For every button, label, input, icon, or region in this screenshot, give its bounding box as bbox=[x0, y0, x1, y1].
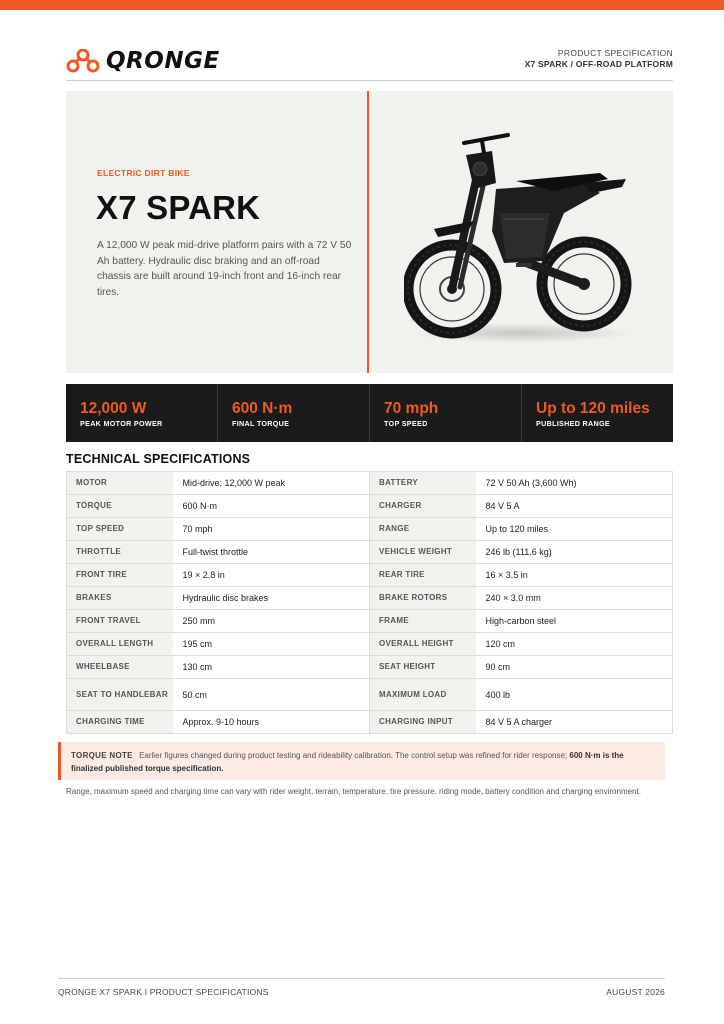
note-text: Earlier figures changed during product testing and rideability calibration. The control setup was refined for rider response; bbox=[139, 751, 568, 760]
spec-value: 90 cm bbox=[476, 656, 673, 679]
hero-description: A 12,000 W peak mid-drive platform pairs with a 72 V 50 Ah battery. Hydraulic disc braking and an off-road chassis are built around 19-inch front and 16-inch rear tires. bbox=[97, 240, 352, 298]
spec-key: OVERALL HEIGHT bbox=[370, 633, 476, 656]
stat-peak-motor-power bbox=[66, 384, 217, 442]
spec-value: 70 mph bbox=[173, 518, 370, 541]
spec-key: VEHICLE WEIGHT bbox=[370, 541, 476, 564]
spec-key: CHARGING TIME bbox=[67, 711, 173, 734]
spec-value: 246 lb (111.6 kg) bbox=[476, 541, 673, 564]
stat-published-range bbox=[521, 384, 673, 442]
spec-value: 19 × 2.8 in bbox=[173, 564, 370, 587]
key-stats-bar bbox=[66, 384, 673, 442]
hero-panel bbox=[66, 91, 673, 373]
torque-note-callout bbox=[58, 742, 665, 780]
brand-name: QRONGE bbox=[106, 48, 220, 74]
stat-label: TOP SPEED bbox=[384, 419, 428, 428]
stat-final-torque bbox=[217, 384, 369, 442]
top-accent-bar bbox=[0, 0, 724, 10]
spec-value: 84 V 5 A bbox=[476, 495, 673, 518]
stat-label: PUBLISHED RANGE bbox=[536, 419, 610, 428]
disclaimer-text: Range, maximum speed and charging time can vary with rider weight, terrain, temperature, tire pressure, riding mode, battery condition and charging environment. bbox=[66, 787, 641, 796]
document-label-line1: PRODUCT SPECIFICATION bbox=[557, 48, 673, 58]
table-row bbox=[67, 472, 673, 495]
electric-dirt-bike-image bbox=[404, 121, 640, 346]
table-row bbox=[67, 564, 673, 587]
note-emphasis: 600 N·m is the finalized published torque specification. bbox=[71, 751, 624, 773]
spec-key: FRONT TIRE bbox=[67, 564, 173, 587]
spec-key: BRAKES bbox=[67, 587, 173, 610]
spec-value: 195 cm bbox=[173, 633, 370, 656]
spec-key: SEAT HEIGHT bbox=[370, 656, 476, 679]
spec-key: FRAME bbox=[370, 610, 476, 633]
spec-value: 84 V 5 A charger bbox=[476, 711, 673, 734]
stat-label: FINAL TORQUE bbox=[232, 419, 290, 428]
spec-value: Full-twist throttle bbox=[173, 541, 370, 564]
table-row bbox=[67, 495, 673, 518]
spec-value: 120 cm bbox=[476, 633, 673, 656]
spec-key: THROTTLE bbox=[67, 541, 173, 564]
stat-value: 12,000 W bbox=[80, 400, 147, 417]
document-label-line2: X7 SPARK / OFF-ROAD PLATFORM bbox=[524, 59, 673, 69]
chain-link-icon bbox=[66, 49, 100, 73]
table-row bbox=[67, 587, 673, 610]
table-row bbox=[67, 711, 673, 734]
spec-key: MOTOR bbox=[67, 472, 173, 495]
spec-key: REAR TIRE bbox=[370, 564, 476, 587]
hero-eyebrow: ELECTRIC DIRT BIKE bbox=[97, 168, 190, 178]
spec-key: TOP SPEED bbox=[67, 518, 173, 541]
spec-key: SEAT TO HANDLEBAR bbox=[67, 679, 173, 711]
spec-key: FRONT TRAVEL bbox=[67, 610, 173, 633]
table-row bbox=[67, 518, 673, 541]
technical-specifications-table bbox=[66, 471, 673, 734]
spec-key: CHARGER bbox=[370, 495, 476, 518]
footer-divider bbox=[58, 978, 665, 979]
spec-value: 72 V 50 Ah (3,600 Wh) bbox=[476, 472, 673, 495]
spec-value: 600 N·m bbox=[173, 495, 370, 518]
spec-value: Mid-drive; 12,000 W peak bbox=[173, 472, 370, 495]
spec-key: BATTERY bbox=[370, 472, 476, 495]
brand-logo bbox=[66, 46, 220, 76]
spec-value: 50 cm bbox=[173, 679, 370, 711]
note-label: TORQUE NOTE bbox=[71, 751, 133, 760]
spec-key: BRAKE ROTORS bbox=[370, 587, 476, 610]
header-divider bbox=[66, 80, 673, 81]
spec-key: RANGE bbox=[370, 518, 476, 541]
footer-date: AUGUST 2026 bbox=[606, 987, 665, 997]
stat-label: PEAK MOTOR POWER bbox=[80, 419, 163, 428]
table-row bbox=[67, 610, 673, 633]
stat-value: 600 N·m bbox=[232, 400, 293, 417]
spec-key: WHEELBASE bbox=[67, 656, 173, 679]
specs-section-title: TECHNICAL SPECIFICATIONS bbox=[66, 452, 251, 466]
spec-value: 400 lb bbox=[476, 679, 673, 711]
footer-document-title: QRONGE X7 SPARK I PRODUCT SPECIFICATIONS bbox=[58, 987, 269, 997]
spec-value: Hydraulic disc brakes bbox=[173, 587, 370, 610]
table-row bbox=[67, 656, 673, 679]
spec-key: CHARGING INPUT bbox=[370, 711, 476, 734]
table-row bbox=[67, 541, 673, 564]
hero-divider bbox=[367, 91, 369, 373]
spec-value: 240 × 3.0 mm bbox=[476, 587, 673, 610]
spec-value: Up to 120 miles bbox=[476, 518, 673, 541]
document-label bbox=[525, 48, 673, 70]
stat-top-speed bbox=[369, 384, 521, 442]
spec-value: High-carbon steel bbox=[476, 610, 673, 633]
table-row bbox=[67, 679, 673, 711]
spec-value: 16 × 3.5 in bbox=[476, 564, 673, 587]
table-row bbox=[67, 633, 673, 656]
spec-value: 250 mm bbox=[173, 610, 370, 633]
spec-value: 130 cm bbox=[173, 656, 370, 679]
stat-value: 70 mph bbox=[384, 400, 439, 417]
spec-key: MAXIMUM LOAD bbox=[370, 679, 476, 711]
page-header bbox=[66, 42, 673, 80]
stat-value: Up to 120 miles bbox=[536, 400, 650, 417]
spec-key: TORQUE bbox=[67, 495, 173, 518]
spec-value: Approx. 9-10 hours bbox=[173, 711, 370, 734]
spec-key: OVERALL LENGTH bbox=[67, 633, 173, 656]
hero-title: X7 SPARK bbox=[96, 189, 261, 226]
